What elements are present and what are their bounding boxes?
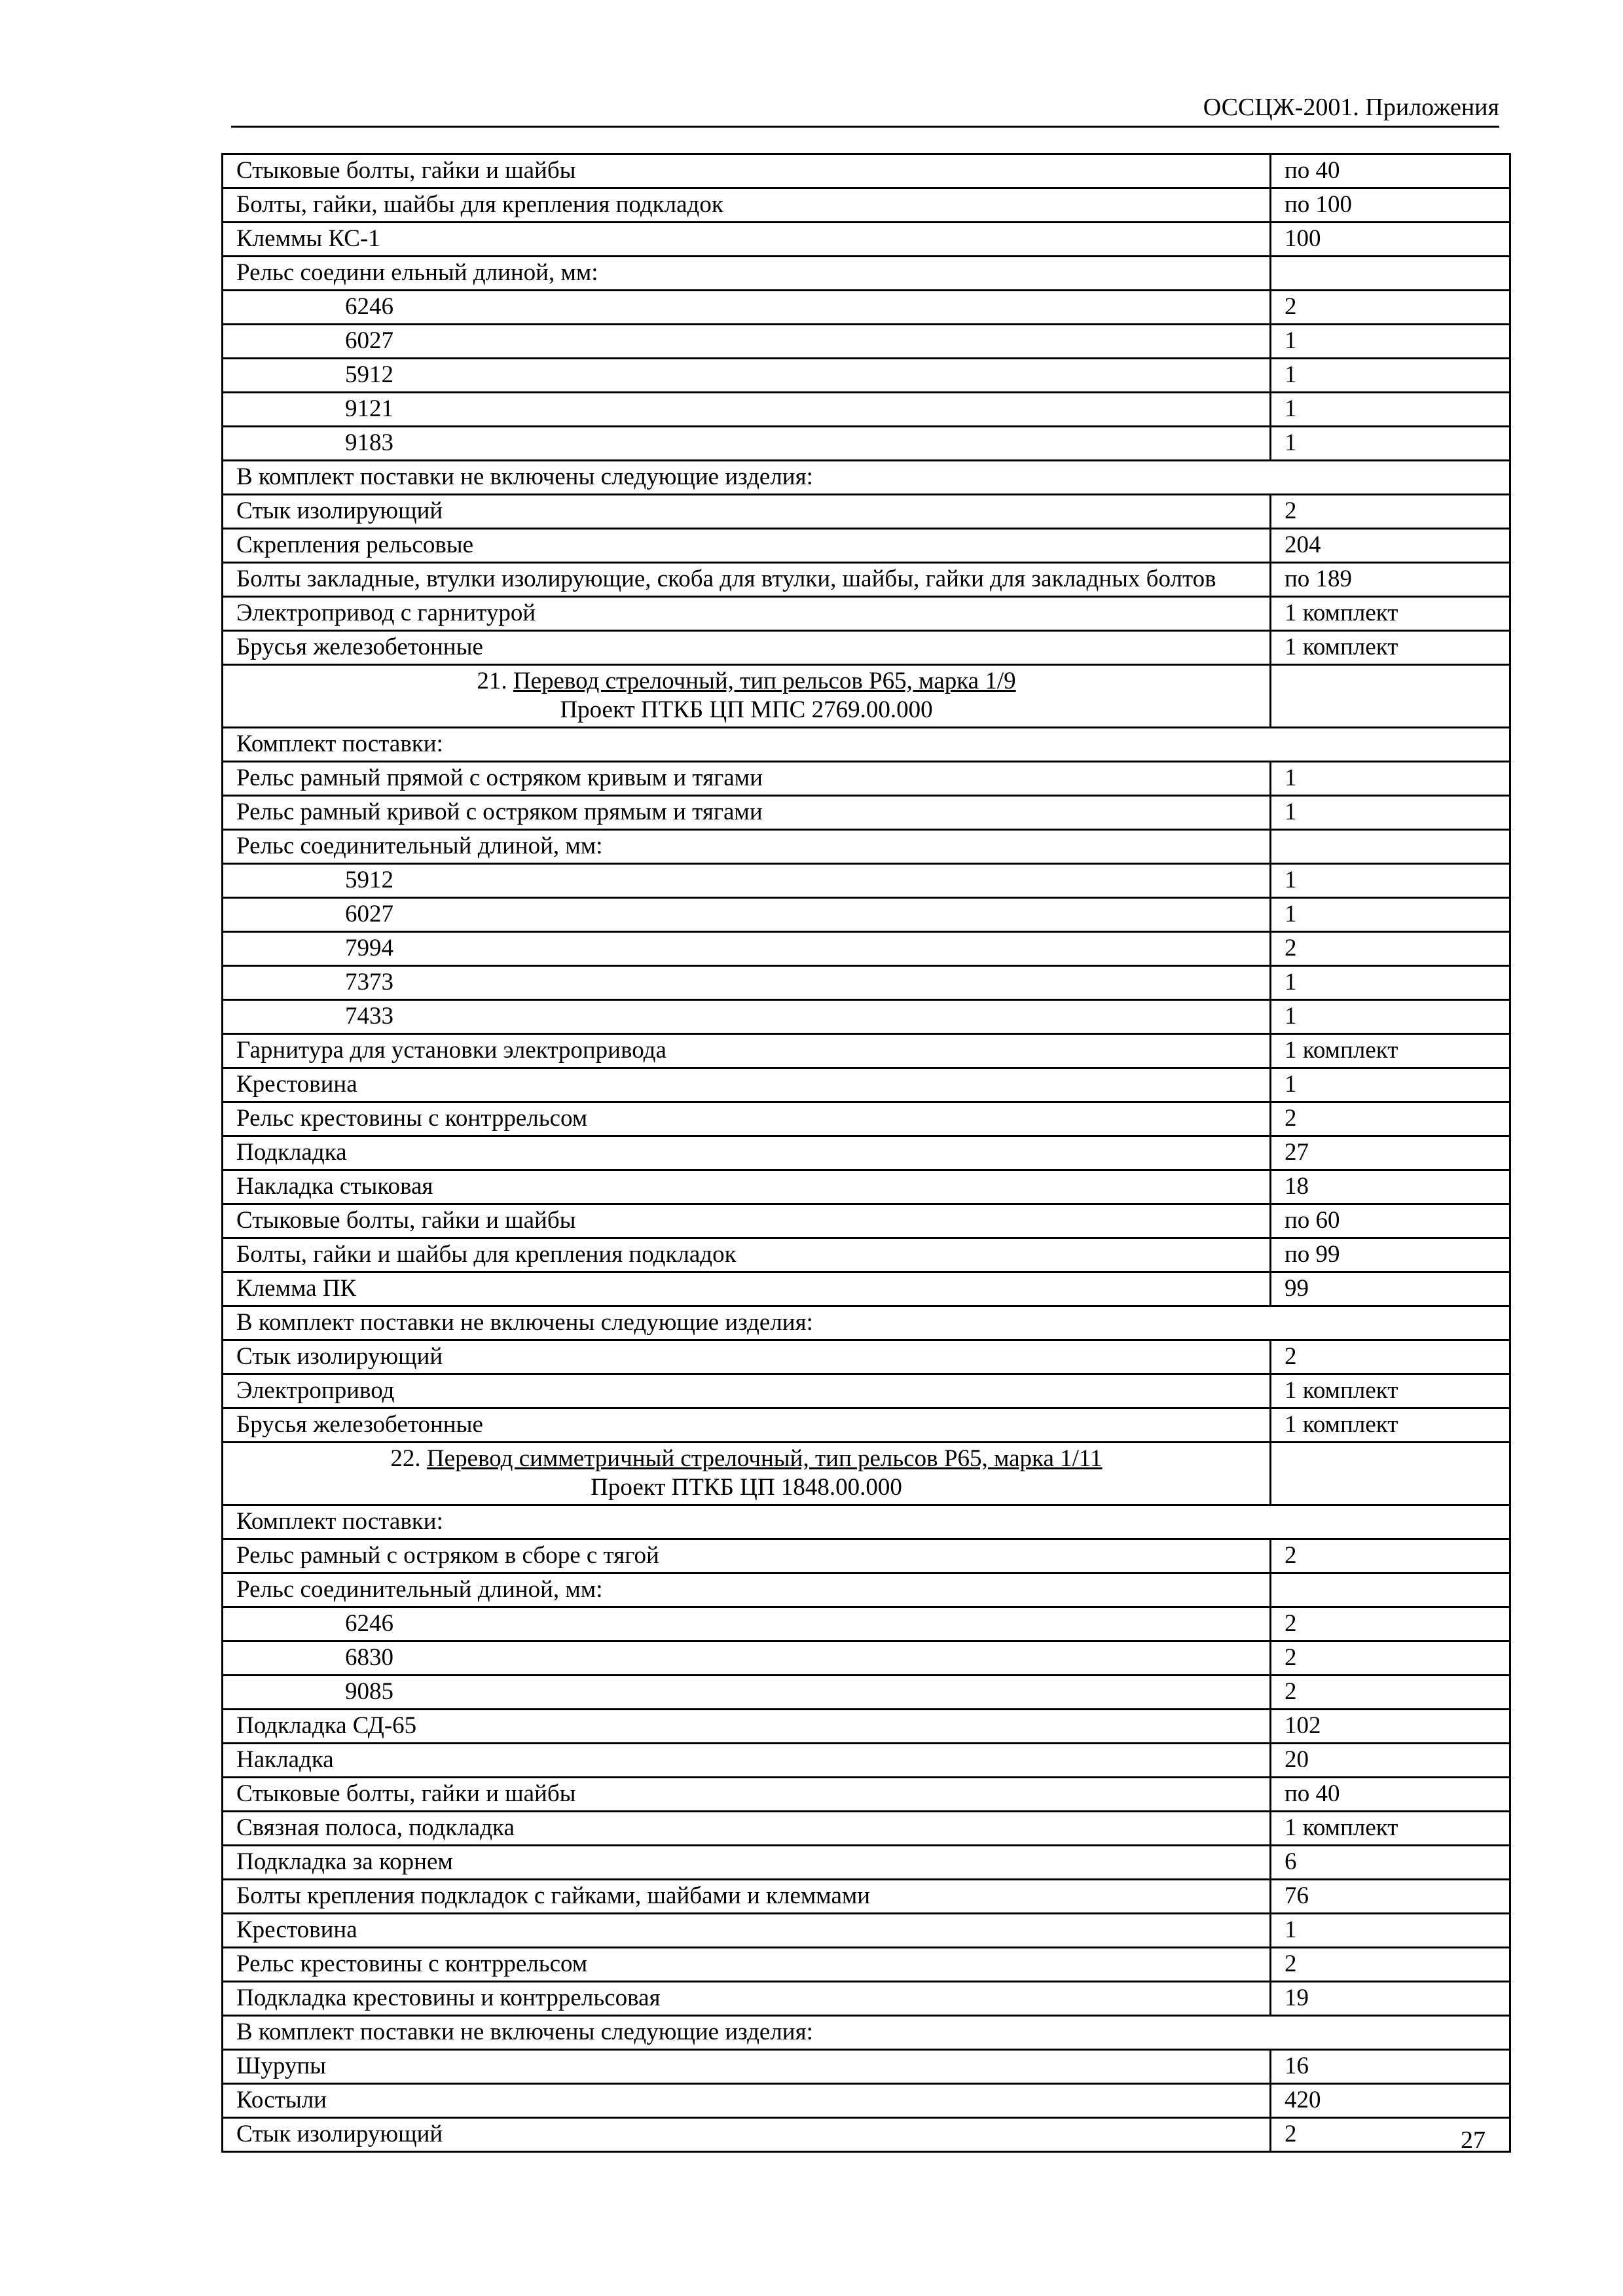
quantity-cell: 2 bbox=[1271, 2118, 1510, 2152]
item-name-cell: Стыковые болты, гайки и шайбы bbox=[223, 154, 1271, 188]
quantity-cell: 1 комплект bbox=[1271, 597, 1510, 631]
item-name-cell: Подкладка bbox=[223, 1136, 1271, 1170]
table-row bbox=[223, 1204, 1510, 1238]
table-row-section-heading bbox=[223, 665, 1510, 728]
subheading-cell: Комплект поставки: bbox=[223, 1505, 1510, 1539]
table-row bbox=[223, 291, 1510, 325]
table-row-subheading bbox=[223, 461, 1510, 495]
specification-table bbox=[221, 153, 1511, 2153]
quantity-cell: 2 bbox=[1271, 1607, 1510, 1641]
quantity-cell: 2 bbox=[1271, 932, 1510, 966]
table-row bbox=[223, 1408, 1510, 1443]
table-row bbox=[223, 762, 1510, 796]
item-name-cell: Рельс крестовины с контррельсом bbox=[223, 1948, 1271, 1982]
quantity-cell: 1 bbox=[1271, 1914, 1510, 1948]
table-row bbox=[223, 898, 1510, 932]
quantity-cell: 420 bbox=[1271, 2084, 1510, 2118]
quantity-cell: 2 bbox=[1271, 291, 1510, 325]
item-name-cell: Гарнитура для установки электропривода bbox=[223, 1034, 1271, 1068]
section-number: 21. bbox=[477, 668, 513, 694]
table-row bbox=[223, 325, 1510, 359]
table-row bbox=[223, 1641, 1510, 1676]
table-row bbox=[223, 864, 1510, 898]
item-name-cell: Накладка стыковая bbox=[223, 1170, 1271, 1204]
quantity-cell: 1 bbox=[1271, 325, 1510, 359]
subheading-cell: В комплект поставки не включены следующие изделия: bbox=[223, 1306, 1510, 1340]
table-row bbox=[223, 1778, 1510, 1812]
quantity-cell: 20 bbox=[1271, 1744, 1510, 1778]
item-name-cell: Крестовина bbox=[223, 1914, 1271, 1948]
quantity-cell: 1 bbox=[1271, 864, 1510, 898]
item-name-cell: Связная полоса, подкладка bbox=[223, 1812, 1271, 1846]
quantity-cell: по 40 bbox=[1271, 154, 1510, 188]
quantity-cell: 1 комплект bbox=[1271, 1812, 1510, 1846]
quantity-cell: 1 bbox=[1271, 1000, 1510, 1034]
item-name-cell: Рельс крестовины с контррельсом bbox=[223, 1102, 1271, 1136]
table-row bbox=[223, 1982, 1510, 2016]
item-name-cell: Клемма ПК bbox=[223, 1272, 1271, 1306]
subheading-cell: В комплект поставки не включены следующие изделия: bbox=[223, 461, 1510, 495]
length-cell: 6027 bbox=[223, 325, 1271, 359]
quantity-cell bbox=[1271, 1573, 1510, 1607]
item-name-cell: Стык изолирующий bbox=[223, 1340, 1271, 1374]
item-name-cell: Рельс рамный с остряком в сборе с тягой bbox=[223, 1539, 1271, 1573]
quantity-cell: по 40 bbox=[1271, 1778, 1510, 1812]
table-row bbox=[223, 1573, 1510, 1607]
table-row bbox=[223, 495, 1510, 529]
quantity-cell: 19 bbox=[1271, 1982, 1510, 2016]
length-cell: 9085 bbox=[223, 1676, 1271, 1710]
quantity-cell: по 99 bbox=[1271, 1238, 1510, 1272]
table-row bbox=[223, 154, 1510, 188]
quantity-cell: 2 bbox=[1271, 1340, 1510, 1374]
table-row bbox=[223, 1340, 1510, 1374]
quantity-cell: 1 bbox=[1271, 898, 1510, 932]
length-cell: 9183 bbox=[223, 427, 1271, 461]
quantity-cell bbox=[1271, 257, 1510, 291]
table-row bbox=[223, 1539, 1510, 1573]
table-row-subheading bbox=[223, 1505, 1510, 1539]
table-row bbox=[223, 1744, 1510, 1778]
item-name-cell: Болты, гайки и шайбы для крепления подкладок bbox=[223, 1238, 1271, 1272]
table-row bbox=[223, 223, 1510, 257]
item-name-cell: Болты, гайки, шайбы для крепления подкладок bbox=[223, 188, 1271, 223]
item-name-cell: Стыковые болты, гайки и шайбы bbox=[223, 1204, 1271, 1238]
quantity-cell bbox=[1271, 1443, 1510, 1505]
table-row bbox=[223, 529, 1510, 563]
table-row bbox=[223, 631, 1510, 665]
section-heading-cell bbox=[223, 1443, 1271, 1505]
quantity-cell: 2 bbox=[1271, 1948, 1510, 1982]
item-name-cell: Электропривод bbox=[223, 1374, 1271, 1408]
table-row bbox=[223, 597, 1510, 631]
quantity-cell: 1 bbox=[1271, 796, 1510, 830]
table-row bbox=[223, 188, 1510, 223]
section-title: Перевод стрелочный, тип рельсов Р65, марка 1/9 bbox=[513, 668, 1016, 694]
item-name-cell: Стыковые болты, гайки и шайбы bbox=[223, 1778, 1271, 1812]
length-cell: 6246 bbox=[223, 291, 1271, 325]
length-cell: 6027 bbox=[223, 898, 1271, 932]
length-cell: 7994 bbox=[223, 932, 1271, 966]
item-name-cell: Костыли bbox=[223, 2084, 1271, 2118]
quantity-cell: 1 bbox=[1271, 359, 1510, 393]
length-cell: 6246 bbox=[223, 1607, 1271, 1641]
table-row bbox=[223, 1238, 1510, 1272]
quantity-cell: 2 bbox=[1271, 1539, 1510, 1573]
item-name-cell: Рельс соедини ельный длиной, мм: bbox=[223, 257, 1271, 291]
quantity-cell: 6 bbox=[1271, 1846, 1510, 1880]
table-row bbox=[223, 966, 1510, 1000]
table-row bbox=[223, 1034, 1510, 1068]
item-name-cell: Скрепления рельсовые bbox=[223, 529, 1271, 563]
item-name-cell: Электропривод с гарнитурой bbox=[223, 597, 1271, 631]
item-name-cell: Болты закладные, втулки изолирующие, скоба для втулки, шайбы, гайки для закладных болтов bbox=[223, 563, 1271, 597]
subheading-cell: В комплект поставки не включены следующие изделия: bbox=[223, 2016, 1510, 2050]
quantity-cell bbox=[1271, 830, 1510, 864]
item-name-cell: Крестовина bbox=[223, 1068, 1271, 1102]
document-title: ОССЦЖ-2001. Приложения bbox=[1203, 94, 1499, 121]
table-row bbox=[223, 2050, 1510, 2084]
subheading-cell: Комплект поставки: bbox=[223, 728, 1510, 762]
length-cell: 9121 bbox=[223, 393, 1271, 427]
quantity-cell: 1 комплект bbox=[1271, 1374, 1510, 1408]
table-row bbox=[223, 1914, 1510, 1948]
table-row bbox=[223, 2118, 1510, 2152]
table-row bbox=[223, 1170, 1510, 1204]
table-row bbox=[223, 1812, 1510, 1846]
table-row bbox=[223, 1000, 1510, 1034]
table-row bbox=[223, 563, 1510, 597]
item-name-cell: Рельс соединительный длиной, мм: bbox=[223, 1573, 1271, 1607]
section-title: Перевод симметричный стрелочный, тип рельсов Р65, марка 1/11 bbox=[426, 1445, 1103, 1472]
table-row bbox=[223, 1710, 1510, 1744]
item-name-cell: Подкладка за корнем bbox=[223, 1846, 1271, 1880]
quantity-cell: 99 bbox=[1271, 1272, 1510, 1306]
table-row bbox=[223, 932, 1510, 966]
table-row bbox=[223, 2084, 1510, 2118]
item-name-cell: Клеммы КС-1 bbox=[223, 223, 1271, 257]
quantity-cell: 204 bbox=[1271, 529, 1510, 563]
item-name-cell: Накладка bbox=[223, 1744, 1271, 1778]
table-row bbox=[223, 1846, 1510, 1880]
quantity-cell: по 60 bbox=[1271, 1204, 1510, 1238]
table-row-section-heading bbox=[223, 1443, 1510, 1505]
table-row-subheading bbox=[223, 728, 1510, 762]
item-name-cell: Стык изолирующий bbox=[223, 495, 1271, 529]
item-name-cell: Рельс рамный кривой с остряком прямым и тягами bbox=[223, 796, 1271, 830]
section-project: Проект ПТКБ ЦП МПС 2769.00.000 bbox=[560, 696, 933, 723]
quantity-cell: 76 bbox=[1271, 1880, 1510, 1914]
item-name-cell: Болты крепления подкладок с гайками, шайбами и клеммами bbox=[223, 1880, 1271, 1914]
table-row bbox=[223, 1948, 1510, 1982]
table-row bbox=[223, 1136, 1510, 1170]
table-row bbox=[223, 830, 1510, 864]
quantity-cell: 16 bbox=[1271, 2050, 1510, 2084]
table-row bbox=[223, 1374, 1510, 1408]
section-heading-cell bbox=[223, 665, 1271, 728]
table-row bbox=[223, 257, 1510, 291]
quantity-cell: 1 bbox=[1271, 393, 1510, 427]
quantity-cell: 1 комплект bbox=[1271, 631, 1510, 665]
table-row bbox=[223, 359, 1510, 393]
specification-table-body bbox=[223, 154, 1510, 2152]
quantity-cell: 2 bbox=[1271, 1676, 1510, 1710]
page-number: 27 bbox=[1461, 2126, 1486, 2154]
quantity-cell: 102 bbox=[1271, 1710, 1510, 1744]
section-project: Проект ПТКБ ЦП 1848.00.000 bbox=[591, 1474, 902, 1501]
table-row bbox=[223, 1607, 1510, 1641]
quantity-cell: 27 bbox=[1271, 1136, 1510, 1170]
quantity-cell: 1 комплект bbox=[1271, 1034, 1510, 1068]
quantity-cell: 2 bbox=[1271, 495, 1510, 529]
item-name-cell: Стык изолирующий bbox=[223, 2118, 1271, 2152]
length-cell: 5912 bbox=[223, 864, 1271, 898]
length-cell: 5912 bbox=[223, 359, 1271, 393]
quantity-cell: 1 bbox=[1271, 966, 1510, 1000]
quantity-cell: по 100 bbox=[1271, 188, 1510, 223]
section-title-line bbox=[223, 1444, 1269, 1473]
table-row bbox=[223, 1068, 1510, 1102]
quantity-cell: 2 bbox=[1271, 1641, 1510, 1676]
table-row bbox=[223, 427, 1510, 461]
quantity-cell: 100 bbox=[1271, 223, 1510, 257]
length-cell: 7433 bbox=[223, 1000, 1271, 1034]
length-cell: 7373 bbox=[223, 966, 1271, 1000]
quantity-cell: 1 комплект bbox=[1271, 1408, 1510, 1443]
length-cell: 6830 bbox=[223, 1641, 1271, 1676]
quantity-cell: 2 bbox=[1271, 1102, 1510, 1136]
item-name-cell: Брусья железобетонные bbox=[223, 631, 1271, 665]
item-name-cell: Шурупы bbox=[223, 2050, 1271, 2084]
item-name-cell: Подкладка СД-65 bbox=[223, 1710, 1271, 1744]
quantity-cell: по 189 bbox=[1271, 563, 1510, 597]
section-title-line bbox=[223, 667, 1269, 696]
table-row bbox=[223, 1676, 1510, 1710]
quantity-cell bbox=[1271, 665, 1510, 728]
item-name-cell: Рельс рамный прямой с остряком кривым и тягами bbox=[223, 762, 1271, 796]
table-row bbox=[223, 393, 1510, 427]
table-row bbox=[223, 796, 1510, 830]
section-number: 22. bbox=[390, 1445, 427, 1472]
page-header bbox=[231, 92, 1499, 128]
quantity-cell: 18 bbox=[1271, 1170, 1510, 1204]
quantity-cell: 1 bbox=[1271, 762, 1510, 796]
item-name-cell: Брусья железобетонные bbox=[223, 1408, 1271, 1443]
quantity-cell: 1 bbox=[1271, 427, 1510, 461]
table-row bbox=[223, 1272, 1510, 1306]
item-name-cell: Подкладка крестовины и контррельсовая bbox=[223, 1982, 1271, 2016]
table-row-subheading bbox=[223, 1306, 1510, 1340]
table-row bbox=[223, 1102, 1510, 1136]
item-name-cell: Рельс соединительный длиной, мм: bbox=[223, 830, 1271, 864]
quantity-cell: 1 bbox=[1271, 1068, 1510, 1102]
table-row-subheading bbox=[223, 2016, 1510, 2050]
table-row bbox=[223, 1880, 1510, 1914]
